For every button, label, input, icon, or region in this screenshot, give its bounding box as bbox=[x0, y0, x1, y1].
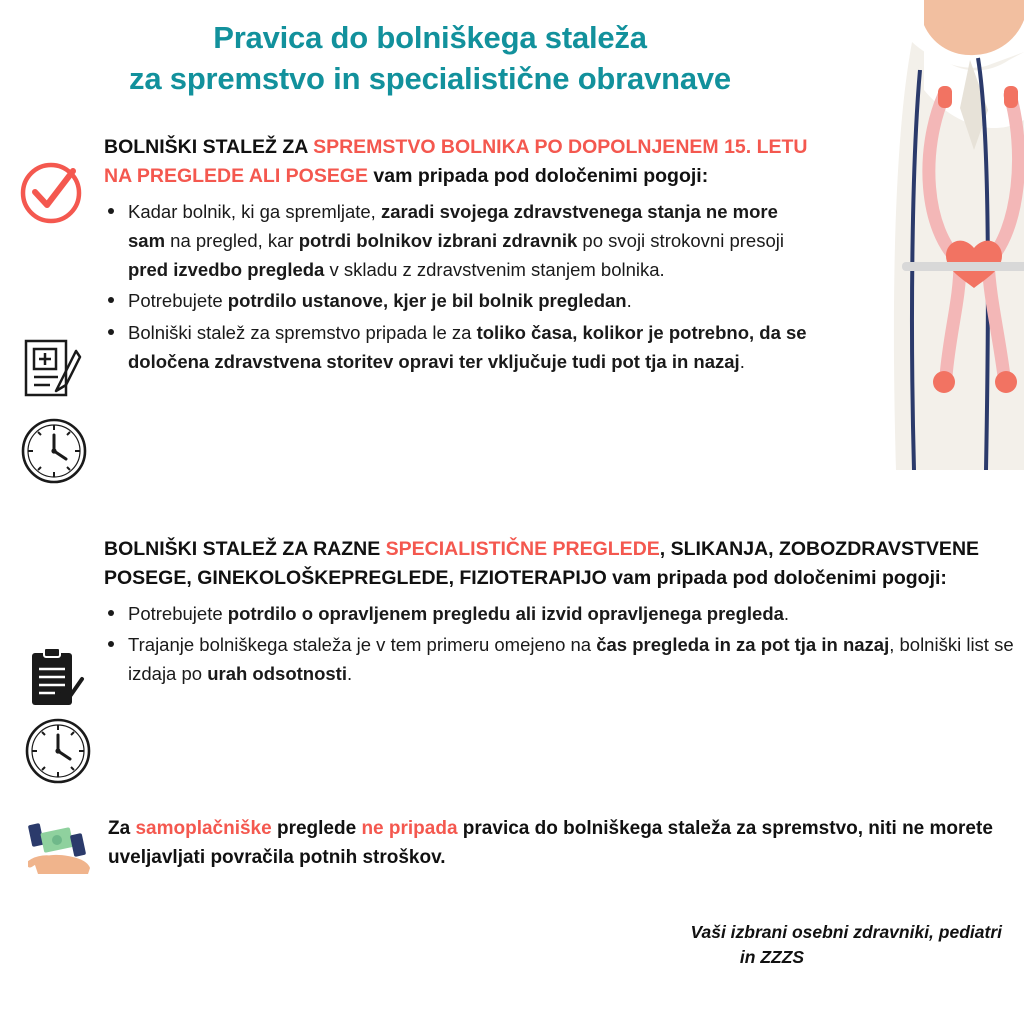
bullet-text: . bbox=[739, 350, 745, 372]
note-segment-highlight: samoplačniške bbox=[135, 818, 272, 839]
clock-icon bbox=[18, 415, 90, 492]
clock-icon-svg-1 bbox=[18, 415, 90, 487]
section2-heading-part3: , SLIKANJA, ZOBOZDRAVSTVENE POSEGE, GINEKOLOŠKEPREGLEDE, FIZIOTERAPIJO vam pripada pod določenimi pogoji: bbox=[104, 538, 980, 589]
bullet-text: , bolniški list se izdaja po bbox=[128, 633, 1014, 685]
bullet-text: Potrebujete bbox=[128, 602, 228, 624]
section-specialisticne bbox=[18, 535, 1018, 690]
section2-heading-part1: BOLNIŠKI STALEŽ ZA RAZNE bbox=[104, 538, 386, 560]
section1-heading-part1: BOLNIŠKI STALEŽ ZA bbox=[104, 136, 314, 158]
note-segment: preglede bbox=[271, 818, 362, 839]
bullet-text: Kadar bolnik, ki ga spremljate, bbox=[128, 200, 381, 222]
bullet-text-bold: potrdilo o opravljenem pregledu ali izvid opravljenega pregleda bbox=[227, 602, 784, 624]
title-line-1: Pravica do bolniškega staleža bbox=[213, 20, 647, 55]
section2-heading-highlight: SPECIALISTIČNE PREGLEDE bbox=[385, 538, 660, 560]
bullet-text-bold: toliko časa, kolikor je potrebno, da se določena zdravstvena storitev opravi ter vključuje tudi pot tja in nazaj bbox=[128, 321, 807, 372]
list-item bbox=[104, 630, 1018, 688]
note-segment: pravica do bolniškega staleža za spremstvo, niti ne morete uveljavljati povračila potnih stroškov. bbox=[108, 818, 993, 868]
list-item bbox=[104, 286, 808, 315]
section-samoplacniske-note bbox=[36, 815, 1011, 873]
signature-line-1: Vaši izbrani osebni zdravniki, pediatri bbox=[690, 922, 1002, 942]
bullet-text: . bbox=[626, 290, 632, 312]
signature bbox=[582, 920, 1002, 971]
section2-heading bbox=[104, 535, 1018, 593]
bullet-text: po svoji strokovni presoji bbox=[577, 229, 784, 251]
section2-bullet-list bbox=[18, 599, 1018, 689]
bullet-text: Bolniški stalež za spremstvo pripada le za bbox=[128, 321, 477, 343]
title-line-2: za spremstvo in specialistične obravnave bbox=[129, 60, 731, 96]
bullet-text: na pregled, kar bbox=[165, 229, 299, 251]
clock-icon bbox=[22, 715, 94, 792]
section1-heading bbox=[104, 133, 808, 191]
list-item bbox=[104, 599, 1018, 628]
section1-heading-part3: vam pripada pod določenimi pogoji: bbox=[368, 164, 709, 187]
bullet-text-bold: čas pregleda in za pot tja in nazaj bbox=[596, 633, 890, 655]
bullet-text: . bbox=[783, 602, 790, 624]
clock-icon-svg-2 bbox=[22, 715, 94, 787]
page-title bbox=[0, 18, 860, 100]
section1-bullet-list bbox=[18, 197, 808, 376]
signature-line-2: in ZZZS bbox=[739, 947, 805, 968]
note-text bbox=[108, 815, 1011, 873]
bullet-text: Trajanje bolniškega staleža je v tem primeru omejeno na bbox=[128, 633, 597, 655]
bullet-text: Potrebujete bbox=[128, 290, 228, 312]
bullet-text-bold: urah odsotnosti bbox=[207, 663, 347, 685]
bullet-text-bold: pred izvedbo pregleda bbox=[128, 259, 325, 281]
bullet-text: v skladu z zdravstvenim stanjem bolnika. bbox=[324, 259, 665, 281]
note-segment: Za bbox=[108, 818, 136, 839]
note-segment-highlight: ne pripada bbox=[361, 818, 458, 839]
section-spremstvo bbox=[18, 133, 808, 378]
bullet-text: . bbox=[346, 663, 353, 685]
list-item bbox=[104, 318, 808, 376]
bullet-text-bold: potrdilo ustanove, kjer je bil bolnik pregledan bbox=[227, 290, 627, 312]
section1-heading-highlight: SPREMSTVO BOLNIKA PO DOPOLNJENEM 15. LETU NA PREGLEDE ALI POSEGE bbox=[104, 136, 808, 187]
list-item bbox=[104, 197, 808, 285]
bullet-text-bold: potrdi bolnikov izbrani zdravnik bbox=[298, 229, 578, 251]
bullet-text-bold: zaradi svojega zdravstvenega stanja ne more sam bbox=[128, 200, 778, 251]
